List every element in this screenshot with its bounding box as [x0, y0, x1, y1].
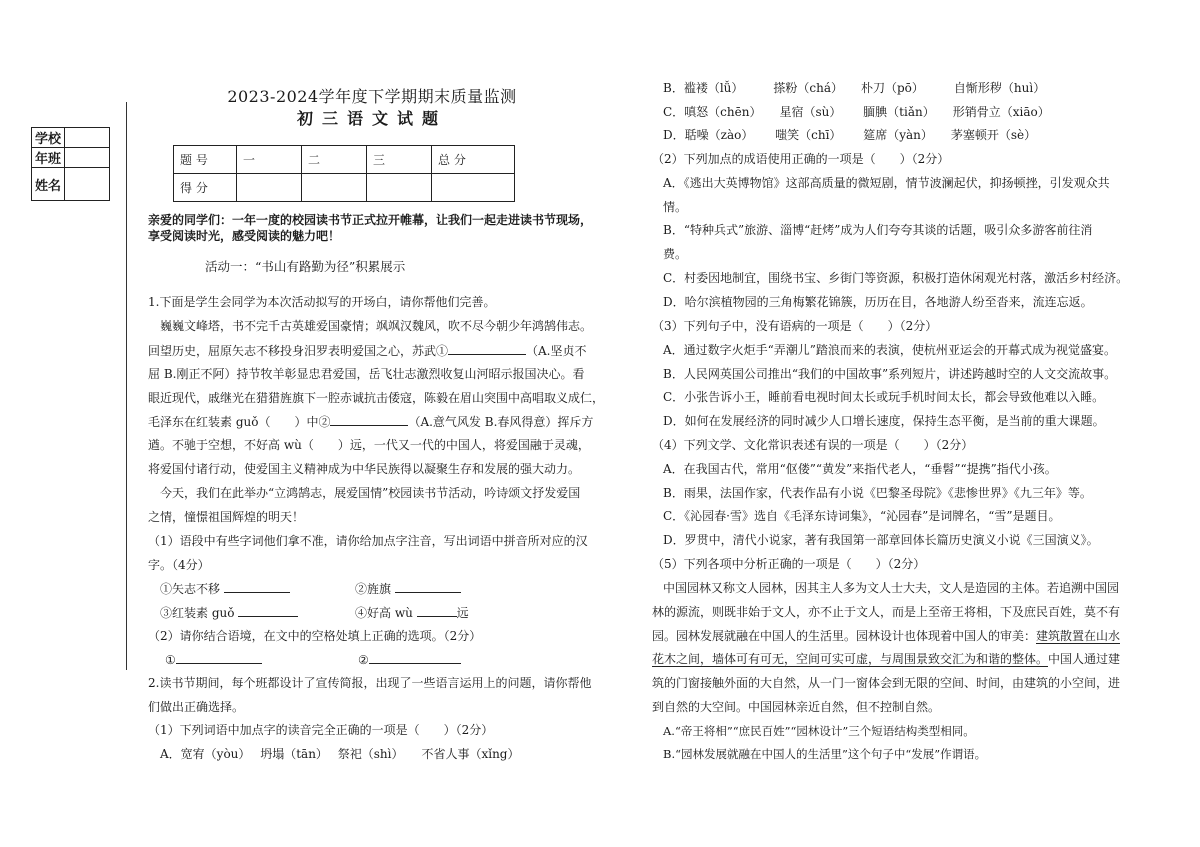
choice-a: 情。 [663, 200, 688, 214]
passage-text: 巍巍文峰塔，书不完千古英雄爱国豪情；飒飒汉魏风，吹不尽今朝少年鸿鹄伟志。 [160, 319, 593, 333]
score-header-2: 二 [302, 146, 367, 174]
question-text: （5）下列各项中分析正确的一项是（ ）（2分） [652, 557, 926, 571]
school-label: 学校 [32, 128, 65, 148]
option-item: ④好高 wù 远 [355, 606, 469, 620]
choice-b: B．人民网英国公司推出“我们的中国故事”系列短片，讲述跨越时空的人文交流故事。 [663, 367, 1117, 381]
question-text: （4）下列文学、文化常识表述有误的一项是（ ）（2分） [652, 438, 974, 452]
passage-text: 眼近现代，戚继光在猎猎旌旗下一腔赤诚抗击倭寇，陈毅在眉山突围中高唱取义成仁， [148, 391, 605, 405]
score-table [173, 145, 515, 202]
score-header-1: 一 [237, 146, 302, 174]
class-field[interactable] [65, 148, 110, 168]
choice-d: D．哈尔滨植物园的三角梅繁花锦簇，历历在目，各地游人纷至沓来，流连忘返。 [663, 295, 1093, 309]
answer-blank[interactable] [176, 651, 262, 664]
answer-blank[interactable] [369, 651, 461, 664]
answer-item: ① [165, 651, 262, 668]
question-text: 们做出正确选择。 [148, 700, 245, 714]
passage-text: 筑的门窗接触外面的大自然，从一门一窗体会到无限的空间、时间，由建筑的小空间，进 [652, 676, 1121, 690]
passage-text: 之情，憧憬祖国辉煌的明天！ [148, 510, 305, 524]
score-cell[interactable] [302, 174, 367, 202]
question-text: （2）请你结合语境，在文中的空格处填上正确的选项。（2分） [148, 629, 482, 643]
question-text: 1.下面是学生会同学为本次活动拟写的开场白，请你帮他们完善。 [148, 295, 496, 309]
answer-blank-1[interactable] [448, 342, 526, 355]
activity-heading: 活动一：“书山有路勤为径”积累展示 [205, 259, 406, 274]
choice-b: B．“特种兵式”旅游、淄博“赶烤”成为人们夸夸其谈的话题，吸引众多游客前往消 [663, 223, 1093, 237]
answer-blank[interactable] [238, 604, 298, 617]
score-row-label: 得 分 [174, 174, 237, 202]
answer-item: ② [358, 651, 461, 668]
choice-d: D．聒噪（zào） 嗤笑（chī） 筵席（yàn） 茅塞顿开（sè） [663, 128, 1037, 142]
passage-text: 回望历史，屈原矢志不移投身汨罗表明爱国之心，苏武① （A.坚贞不 [148, 344, 587, 358]
choice-b: B．雨果，法国作家，代表作品有小说《巴黎圣母院》《悲惨世界》《九三年》等。 [663, 486, 1092, 500]
option-item: ③红装素 guǒ [160, 604, 298, 621]
choice-d: D．如何在发展经济的同时减少人口增长速度，保持生态平衡，是当前的重大课题。 [663, 414, 1105, 428]
question-text: （3）下列句子中，没有语病的一项是（ ）（2分） [652, 319, 938, 333]
name-field[interactable] [65, 168, 110, 201]
choice-c: C．《沁园春·雪》选自《毛泽东诗词集》，“沁园春”是词牌名，“雪”是题目。 [663, 509, 1061, 523]
name-label: 姓名 [32, 168, 65, 201]
exam-subtitle: 初三语文试题 [296, 109, 447, 128]
option-item: ②旌旗 [355, 580, 461, 597]
score-header-total: 总 分 [432, 146, 515, 174]
choice-a: A.“帝王将相”“庶民百姓”“园林设计”三个短语结构类型相同。 [663, 724, 975, 738]
passage-text: 到自然的大空间。中国园林亲近自然，但不控制自然。 [652, 700, 941, 714]
question-text: 2.读书节期间，每个班都设计了宣传简报，出现了一些语言运用上的问题，请你帮他 [148, 676, 592, 690]
passage-text: 今天，我们在此举办“立鸿鹄志，展爱国情”校园读书节活动，吟诗颂文抒发爱国 [160, 486, 581, 500]
class-label: 年班 [32, 148, 65, 168]
choice-b: 费。 [663, 247, 688, 261]
question-text: （1）下列词语中加点字的读音完全正确的一项是（ ）（2分） [148, 723, 494, 737]
passage-text: 毛泽东在红装素 guǒ（ ）中② （A.意气风发 B.春风得意）挥斥方 [148, 415, 594, 429]
passage-text: 花木之间，墙体可有可无，空间可实可虚，与周围景致交汇为和谐的整体。中国人通过建 [652, 652, 1121, 666]
choice-c: C．嗔怒（chēn） 星宿（sù） 腼腆（tiǎn） 形销骨立（xiāo） [663, 105, 1050, 119]
answer-blank[interactable] [417, 604, 457, 617]
score-header-label: 题 号 [174, 146, 237, 174]
option-item: ①矢志不移 [160, 580, 290, 597]
binding-line [126, 102, 127, 670]
score-cell[interactable] [432, 174, 515, 202]
choice-a: A．在我国古代，常用“伛偻”“黄发”来指代老人，“垂髫”“提携”指代小孩。 [663, 462, 1057, 476]
passage-text: 中国园林又称文人园林，因其主人多为文人士大夫，文人是造园的主体。若追溯中国园 [663, 581, 1120, 595]
score-header-3: 三 [367, 146, 432, 174]
choice-a: A．《逃出大英博物馆》这部高质量的微短剧，情节波澜起伏，抑扬顿挫，引发观众共 [663, 176, 1110, 190]
intro-line: 亲爱的同学们：一年一度的校园读书节正式拉开帷幕，让我们一起走进读书节现场， [148, 213, 593, 227]
choice-c: C．小张告诉小王，睡前看电视时间太长或玩手机时间太长，都会导致他难以入睡。 [663, 390, 1105, 404]
student-info-table [31, 127, 110, 201]
question-text: 字。（4分） [148, 558, 210, 572]
passage-text: 林的源流，则既非始于文人，亦不止于文人，而是上至帝王将相，下及庶民百姓，莫不有 [652, 605, 1121, 619]
passage-text: 将爱国付诸行动，使爱国主义精神成为中华民族得以凝聚生存和发展的强大动力。 [148, 462, 581, 476]
passage-text: 屈 B.刚正不阿）持节牧羊彰显忠君爱国，岳飞壮志激烈收复山河昭示报国决心。看 [148, 367, 585, 381]
choice-a: A．通过数字火炬手“弄潮儿”踏浪而来的表演，使杭州亚运会的开幕式成为视觉盛宴。 [663, 343, 1116, 357]
answer-blank-2[interactable] [330, 413, 408, 426]
score-cell[interactable] [237, 174, 302, 202]
question-text: （2）下列加点的成语使用正确的一项是（ ）（2分） [652, 152, 950, 166]
intro-line: 享受阅读时光，感受阅读的魅力吧！ [148, 229, 341, 243]
answer-blank[interactable] [395, 580, 461, 593]
choice-a: A．宽宥（yòu） 坍塌（tān） 祭祀（shì） 不省人事（xǐng） [160, 747, 520, 761]
school-field[interactable] [65, 128, 110, 148]
choice-b: B．褴褛（lǚ） 搽粉（chá） 朴刀（pō） 自惭形秽（huì） [663, 81, 1046, 95]
choice-b: B.“园林发展就融在中国人的生活里”这个句子中“发展”作谓语。 [663, 747, 987, 761]
choice-d: D．罗贯中，清代小说家，著有我国第一部章回体长篇历史演义小说《三国演义》。 [663, 533, 1099, 547]
answer-blank[interactable] [224, 580, 290, 593]
exam-title: 2023-2024学年度下学期期末质量监测 [227, 87, 517, 106]
choice-c: C．村委因地制宜，围绕书宝、乡街门等资源，积极打造休闲观光村落，激活乡村经济。 [663, 271, 1129, 285]
passage-text: 园。园林发展就融在中国人的生活里。园林设计也体现着中国人的审美：建筑散置在山水 [652, 629, 1121, 643]
question-text: （1）语段中有些字词他们拿不准，请你给加点字注音，写出词语中拼音所对应的汉 [148, 534, 588, 548]
passage-text: 遒。不驰于空想，不好高 wù（ ）远，一代又一代的中国人，将爱国融于灵魂， [148, 438, 590, 452]
score-cell[interactable] [367, 174, 432, 202]
